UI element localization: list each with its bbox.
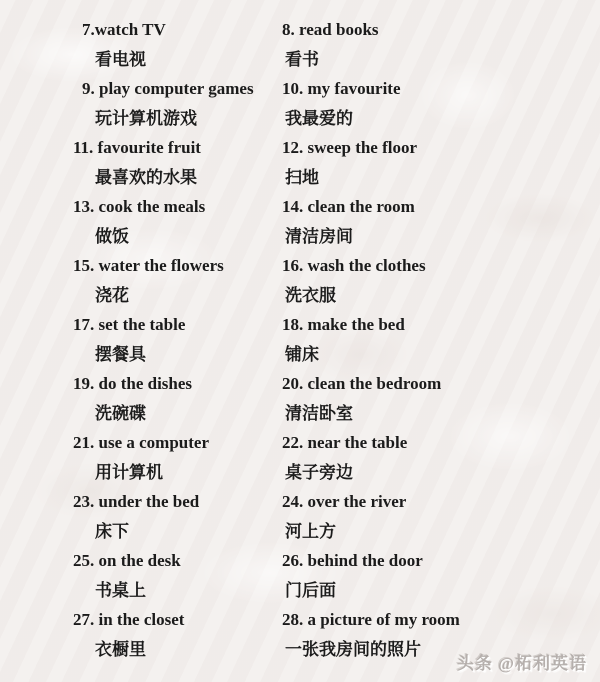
phrase-entry-23 — [0, 487, 282, 546]
chinese-translation: 我最爱的 — [285, 108, 353, 128]
phrase-entry-18 — [282, 310, 600, 369]
english-phrase: 11. favourite fruit — [73, 138, 201, 157]
chinese-translation: 摆餐具 — [95, 344, 146, 364]
chinese-translation: 看电视 — [95, 49, 146, 69]
english-phrase: 9. play computer games — [82, 79, 254, 98]
english-phrase: 22. near the table — [282, 433, 408, 452]
english-phrase: 10. my favourite — [282, 79, 401, 98]
phrase-row — [0, 133, 600, 192]
chinese-translation: 洗碗碟 — [95, 403, 146, 423]
chinese-translation: 桌子旁边 — [285, 462, 353, 482]
english-phrase: 28. a picture of my room — [282, 610, 460, 629]
english-phrase: 16. wash the clothes — [282, 256, 426, 275]
phrase-entry-19 — [0, 369, 282, 428]
phrase-entry-16 — [282, 251, 600, 310]
chinese-translation: 清洁卧室 — [285, 403, 353, 423]
phrase-entry-26 — [282, 546, 600, 605]
chinese-translation: 一张我房间的照片 — [285, 639, 421, 659]
phrase-entry-20 — [282, 369, 600, 428]
phrase-row — [0, 74, 600, 133]
english-phrase: 21. use a computer — [73, 433, 209, 452]
english-phrase: 7.watch TV — [82, 20, 166, 39]
phrase-row — [0, 15, 600, 74]
chinese-translation: 书桌上 — [95, 580, 146, 600]
phrase-entry-11 — [0, 133, 282, 192]
english-phrase: 15. water the flowers — [73, 256, 224, 275]
chinese-translation: 扫地 — [285, 167, 319, 187]
phrase-entry-9 — [0, 74, 282, 133]
chinese-translation: 衣橱里 — [95, 639, 146, 659]
phrase-entry-13 — [0, 192, 282, 251]
phrase-entry-17 — [0, 310, 282, 369]
chinese-translation: 看书 — [285, 49, 319, 69]
chinese-translation: 最喜欢的水果 — [95, 167, 197, 187]
english-phrase: 18. make the bed — [282, 315, 405, 334]
english-phrase: 12. sweep the floor — [282, 138, 418, 157]
toutiao-watermark: 头条 @柘利英语 — [456, 654, 587, 673]
chinese-translation: 玩计算机游戏 — [95, 108, 197, 128]
english-phrase: 13. cook the meals — [73, 197, 206, 216]
phrase-entry-21 — [0, 428, 282, 487]
english-phrase: 19. do the dishes — [73, 374, 193, 393]
phrase-entry-15 — [0, 251, 282, 310]
chinese-translation: 浇花 — [95, 285, 129, 305]
chinese-translation: 床下 — [95, 521, 129, 541]
english-phrase: 23. under the bed — [73, 492, 200, 511]
phrase-row — [0, 487, 600, 546]
phrase-entry-10 — [282, 74, 600, 133]
english-phrase: 8. read books — [282, 20, 379, 39]
english-phrase: 17. set the table — [73, 315, 186, 334]
english-phrase: 25. on the desk — [73, 551, 181, 570]
phrase-row — [0, 251, 600, 310]
phrase-entry-24 — [282, 487, 600, 546]
english-phrase: 24. over the river — [282, 492, 407, 511]
english-phrase: 26. behind the door — [282, 551, 423, 570]
chinese-translation: 用计算机 — [95, 462, 163, 482]
chinese-translation: 铺床 — [285, 344, 319, 364]
phrase-entry-27 — [0, 605, 282, 664]
phrase-entry-8 — [282, 15, 600, 74]
chinese-translation: 洗衣服 — [285, 285, 336, 305]
phrase-entry-12 — [282, 133, 600, 192]
english-phrase: 27. in the closet — [73, 610, 185, 629]
chinese-translation: 门后面 — [285, 580, 336, 600]
phrase-row — [0, 428, 600, 487]
phrase-row — [0, 192, 600, 251]
chinese-translation: 做饭 — [95, 226, 129, 246]
phrase-entry-14 — [282, 192, 600, 251]
phrase-row — [0, 369, 600, 428]
phrase-row — [0, 546, 600, 605]
phrase-entry-7 — [0, 15, 282, 74]
english-phrase: 14. clean the room — [282, 197, 415, 216]
phrase-entry-22 — [282, 428, 600, 487]
chinese-translation: 河上方 — [285, 521, 336, 541]
phrase-row — [0, 310, 600, 369]
phrase-entry-25 — [0, 546, 282, 605]
chinese-translation: 清洁房间 — [285, 226, 353, 246]
english-phrase: 20. clean the bedroom — [282, 374, 442, 393]
